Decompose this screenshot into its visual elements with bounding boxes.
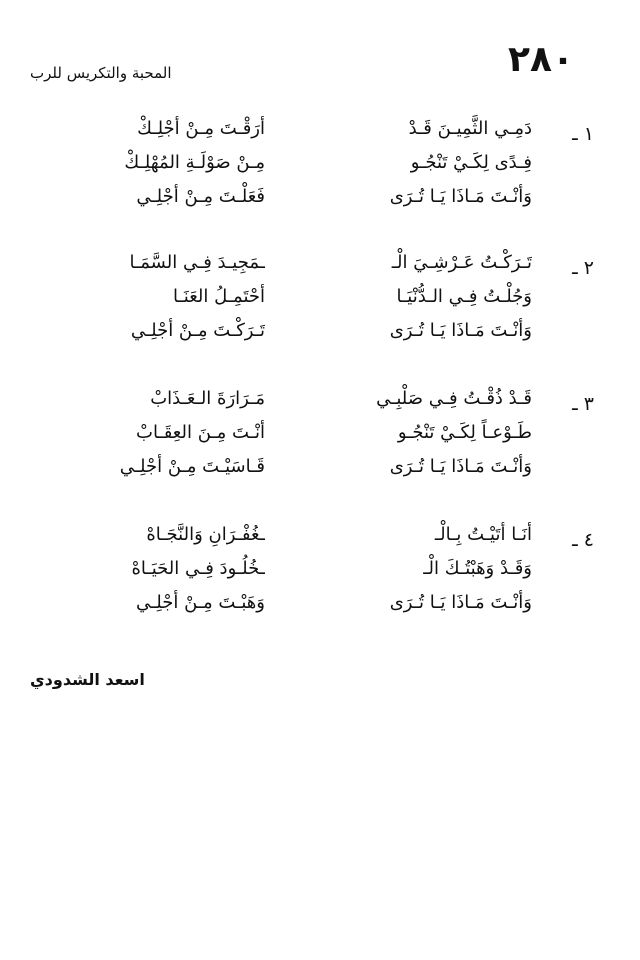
line-first-hemistich: وَجُلْـتُ فِـي الـدُّنْيَـا <box>396 286 532 307</box>
line-second-hemistich: أحْتَمِـلُ العَنَـا <box>173 286 265 307</box>
line-second-hemistich: تَـرَكْـتَ مِـنْ أجْلِـي <box>130 320 265 341</box>
line-first-hemistich: أنَـا أتَيْـتُ بِـالْـ <box>434 524 532 545</box>
line-first-hemistich: فِـدًى لِكَـيْ تَنْجُـو <box>410 152 532 173</box>
line-second-hemistich: مِـنْ صَوْلَـةِ المُهْلِـكْ <box>124 152 265 173</box>
verse-line <box>0 316 640 358</box>
verse-line <box>0 452 640 494</box>
line-second-hemistich: أرَقْـتَ مِـنْ أجْلِـكْ <box>137 118 265 139</box>
hymn-number: ٢٨٠ <box>508 39 574 80</box>
line-second-hemistich: ـخُلُـودَ فِـي الحَيَـاهْ <box>131 558 265 579</box>
line-second-hemistich: وَهَبْـتَ مِـنْ أجْلِـي <box>136 592 265 613</box>
line-first-hemistich: وَأنْـتَ مَـاذَا يَـا تُـرَى <box>389 592 532 613</box>
verse-number: ٣ ـ <box>572 393 594 415</box>
line-first-hemistich: وَقَـدْ وَهَبْتُـكَ الْـ <box>423 558 532 579</box>
line-first-hemistich: طَـوْعـاً لِكَـيْ تَنْجُـو <box>397 422 532 443</box>
line-second-hemistich: قَـاسَيْـتَ مِـنْ أجْلِـي <box>119 456 265 477</box>
line-first-hemistich: دَمِـي الثَّمِيـنَ قَـدْ <box>408 118 532 139</box>
line-first-hemistich: تَـرَكْـتُ عَـرْشِـيَ الْـ <box>391 252 532 273</box>
author-name: اسعد الشدودي <box>30 670 145 689</box>
line-second-hemistich: ـمَجِيـدَ فِـي السَّمَـا <box>129 252 265 273</box>
verse-number: ٢ ـ <box>572 257 594 279</box>
section-title: المحبة والتكريس للرب <box>30 64 172 82</box>
line-second-hemistich: مَـرَارَةَ الـعَـذَابْ <box>150 388 265 409</box>
line-second-hemistich: أنْـتَ مِـنَ العِقَـابْ <box>136 422 265 443</box>
line-first-hemistich: قَـدْ ذُقْـتُ فِـي صَلْبِـي <box>376 388 532 409</box>
verse-line <box>0 588 640 630</box>
line-second-hemistich: ـغُفْـرَانِ وَالنَّجَـاهْ <box>146 524 265 545</box>
verse-number: ١ ـ <box>572 123 594 145</box>
line-first-hemistich: وَأنْـتَ مَـاذَا يَـا تُـرَى <box>389 456 532 477</box>
verse-line <box>0 182 640 224</box>
line-first-hemistich: وَأنْـتَ مَـاذَا يَـا تُـرَى <box>389 320 532 341</box>
verse-number: ٤ ـ <box>572 529 594 551</box>
line-second-hemistich: فَعَلْـتَ مِـنْ أجْلِـي <box>136 186 265 207</box>
line-first-hemistich: وَأنْـتَ مَـاذَا يَـا تُـرَى <box>389 186 532 207</box>
